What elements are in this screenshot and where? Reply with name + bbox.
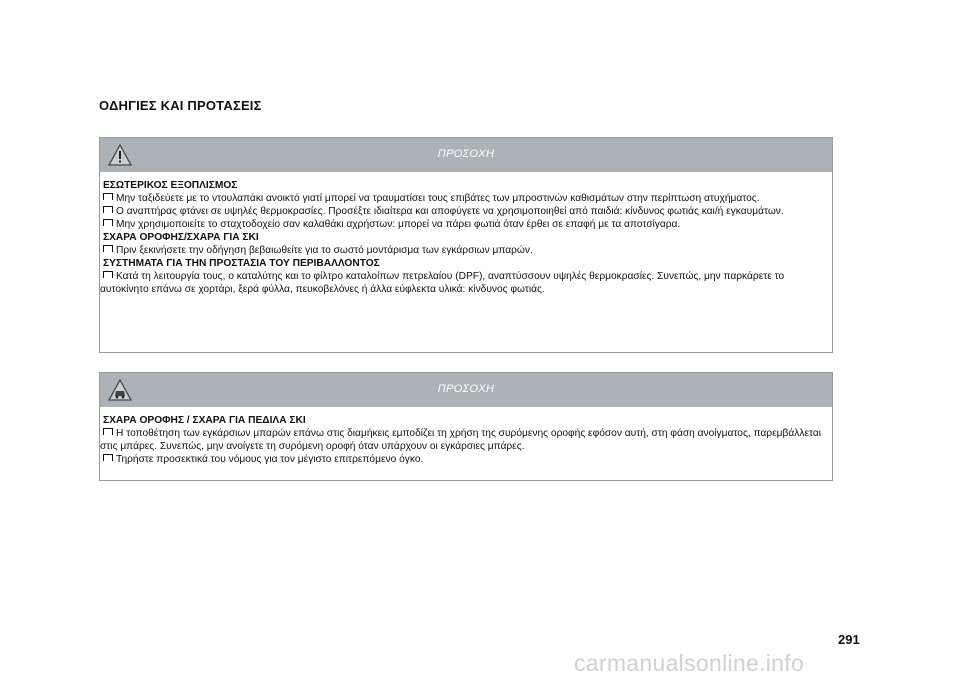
warning-title: ΠΡΟΣΟΧΗ <box>437 383 495 395</box>
list-item: Κατά τη λειτουργία τους, ο καταλύτης και το φίλτρο καταλοίπων πετρελαίου (DPF), αναπτύσσουν υψηλές θερμοκρασίες. Συνεπώς, μην παρκάρετε το αυτοκίνητο επάνω σε χορτάρι, ξερά φύλλα, πευκοβελόνες ή άλλα εύφλεκτα υλικά: κίνδυνος φωτιάς. <box>100 271 785 295</box>
section-heading: ΣΥΣΤΗΜΑΤΑ ΓΙΑ ΤΗΝ ΠΡΟΣΤΑΣΙΑ ΤΟΥ ΠΕΡΙΒΑΛΛΟΝΤΟΣ <box>103 258 380 269</box>
warning-header-bar <box>100 373 832 407</box>
page-heading: ΟΔΗΓΙΕΣ ΚΑΙ ΠΡΟΤΑΣΕΙΣ <box>99 98 262 113</box>
list-item: Πριν ξεκινήσετε την οδήγηση βεβαιωθείτε για το σωστό μοντάρισμα των εγκάρσιων μπαρών. <box>100 244 832 257</box>
list-item: Τηρήστε προσεκτικά του νόμους για τον μέγιστο επιτρεπόμενο όγκο. <box>100 453 832 466</box>
bullet-box-icon <box>103 454 113 461</box>
warning-box-2 <box>99 372 833 481</box>
bullet-box-icon <box>103 193 113 200</box>
bullet-box-icon <box>103 271 113 278</box>
warning-content <box>100 172 832 296</box>
bullet-box-icon <box>103 219 113 226</box>
warning-box-1 <box>99 137 833 353</box>
bullet-box-icon <box>103 245 113 252</box>
list-item: Ο αναπτήρας φτάνει σε υψηλές θερμοκρασίες. Προσέξτε ιδιαίτερα και αποφύγετε να χρησιμοποιηθεί από παιδιά: κίνδυνος φωτιάς και/ή εγκαυμάτων. <box>100 205 832 218</box>
list-item: Μην χρησιμοποιείτε το σταχτοδοχείο σαν καλαθάκι αχρήστων: μπορεί να πάρει φωτιά όταν έρθει σε επαφή με τα αποτσίγαρα. <box>100 218 832 231</box>
warning-content <box>100 407 832 466</box>
warning-title: ΠΡΟΣΟΧΗ <box>437 148 495 160</box>
bullet-box-icon <box>103 206 113 213</box>
list-item: Μην ταξιδεύετε με το ντουλαπάκι ανοικτό γιατί μπορεί να τραυματίσει τους επιβάτες των μπροστινών καθισμάτων στην περίπτωση ατυχήματος. <box>100 192 832 205</box>
section-heading: ΣΧΑΡΑ ΟΡΟΦΗΣ/ΣΧΑΡΑ ΓΙΑ ΣΚΙ <box>103 232 259 243</box>
section-heading: ΕΣΩΤΕΡΙΚΟΣ ΕΞΟΠΛΙΣΜΟΣ <box>103 180 238 191</box>
list-item: Η τοποθέτηση των εγκάρσιων μπαρών επάνω στις διαμήκεις εμποδίζει τη χρήση της συρόμενης οροφής εφόσον αυτή, στη φάση ανοίγματος, παρεμβάλλεται στις μπάρες. Συνεπώς, μην ανοίγετε τη συρόμενη οροφή όταν υπάρχουν οι εγκάρσιες μπάρες. <box>100 428 822 452</box>
warning-header-bar <box>100 138 832 172</box>
watermark: carmanualsonline.info <box>574 650 805 676</box>
page-number: 291 <box>838 632 860 647</box>
section-heading: ΣΧΑΡΑ ΟΡΟΦΗΣ / ΣΧΑΡΑ ΓΙΑ ΠΕΔΙΛΑ ΣΚΙ <box>103 415 306 426</box>
bullet-box-icon <box>103 428 113 435</box>
